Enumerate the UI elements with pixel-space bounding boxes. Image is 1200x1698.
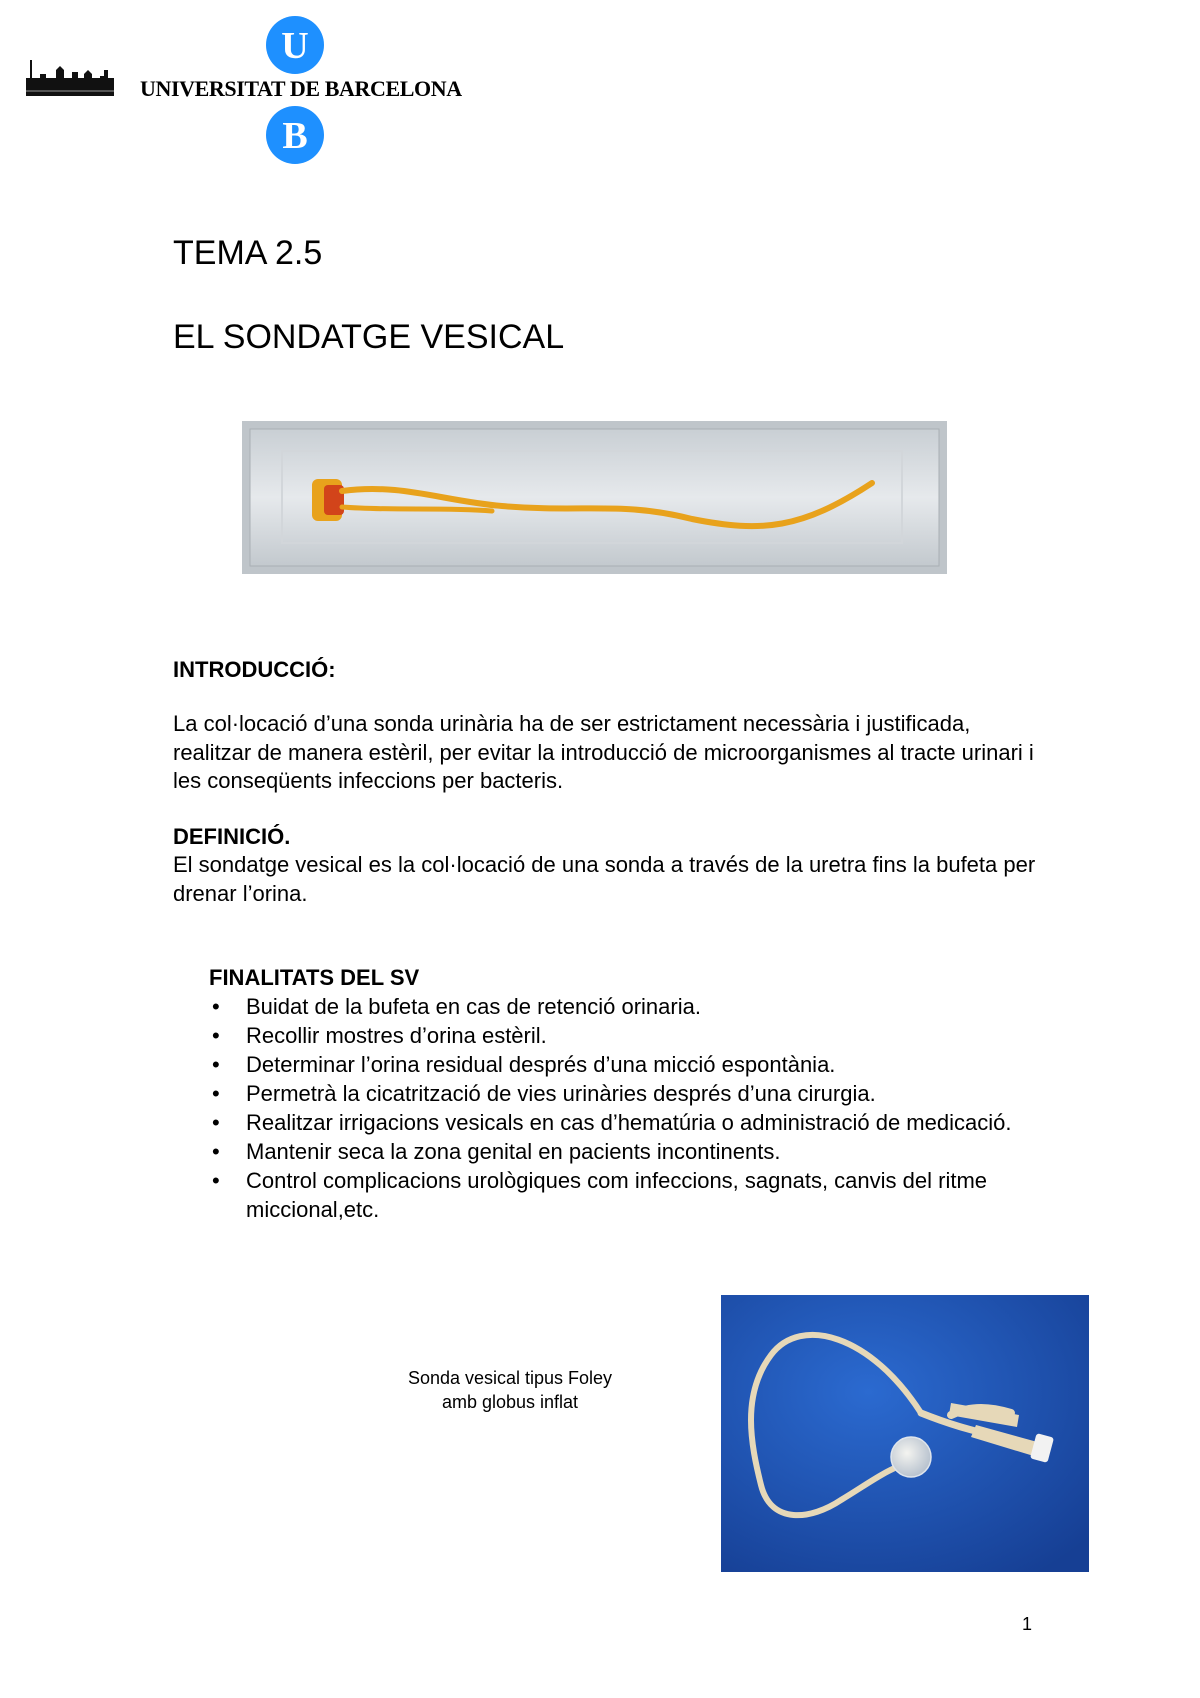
- list-item: • Control complicacions urològiques com infeccions, sagnats, canvis del ritme miccional,etc.: [212, 1168, 988, 1222]
- svg-text:B: B: [282, 115, 308, 157]
- bullet-icon: •: [212, 1110, 220, 1135]
- university-skyline-logo: [26, 56, 114, 98]
- list-item: • Realitzar irrigacions vesicals en cas d’hematúria o administració de medicació.: [212, 1110, 1012, 1135]
- bullet-icon: •: [212, 1168, 220, 1193]
- bullet-icon: •: [212, 1139, 220, 1164]
- list-item: • Recollir mostres d’orina estèril.: [212, 1023, 547, 1048]
- bullet-icon: •: [212, 1023, 220, 1048]
- logo-u-circle: [266, 16, 324, 74]
- foley-catheter-photo: [721, 1295, 1089, 1572]
- definition-paragraph: El sondatge vesical es la col·locació de una sonda a través de la uretra fins la bufeta per drenar l’orina.: [173, 852, 1036, 906]
- catheter-package-photo: [242, 421, 947, 574]
- bullet-icon: •: [212, 1081, 220, 1106]
- logo-b-circle: [266, 106, 324, 164]
- finalitats-heading: FINALITATS DEL SV: [209, 965, 420, 990]
- foley-photo-caption: Sonda vesical tipus Foley amb globus inflat: [407, 1368, 613, 1412]
- list-item: • Buidat de la bufeta en cas de retenció orinaria.: [212, 994, 701, 1019]
- page-title: EL SONDATGE VESICAL: [173, 318, 565, 356]
- page-number: 1: [1022, 1614, 1033, 1634]
- definition-heading: DEFINICIÓ.: [173, 824, 291, 849]
- bullet-icon: •: [212, 1052, 220, 1077]
- university-name: UNIVERSITAT DE BARCELONA: [140, 76, 462, 101]
- intro-paragraph: La col·locació d’una sonda urinària ha de ser estrictament necessària i justificada, realitzar de manera estèril, per evitar la introducció de microorganismes al tracte urinari i les conseqüents infeccions per bacteris.: [173, 711, 1034, 793]
- bullet-icon: •: [212, 994, 220, 1019]
- topic-number: TEMA 2.5: [173, 234, 323, 272]
- list-item: • Mantenir seca la zona genital en pacients incontinents.: [212, 1139, 781, 1164]
- finalitats-list: [209, 992, 1049, 1224]
- intro-heading: INTRODUCCIÓ:: [173, 657, 336, 682]
- svg-text:U: U: [281, 25, 309, 67]
- list-item: • Determinar l’orina residual després d’una micció espontània.: [212, 1052, 836, 1077]
- list-item: • Permetrà la cicatrització de vies urinàries després d’una cirurgia.: [212, 1081, 876, 1106]
